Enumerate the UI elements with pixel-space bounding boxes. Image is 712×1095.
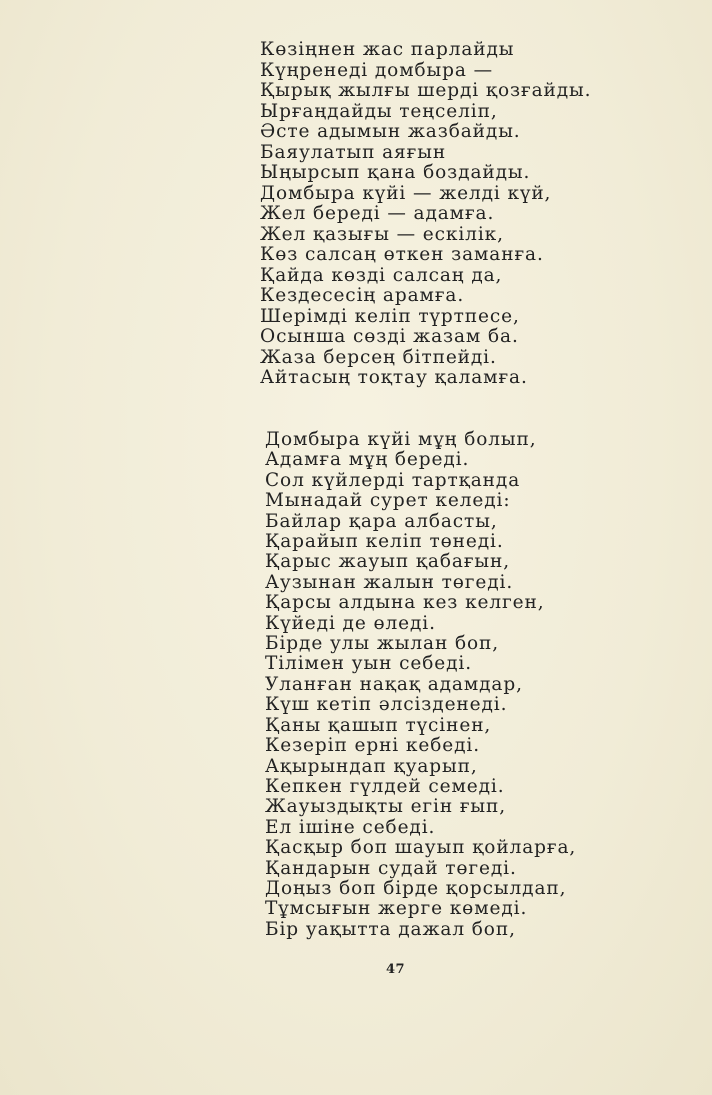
- poem-line: Домбыра күйі мұң болып,: [265, 429, 537, 450]
- poem-line: Қарайып келіп төнеді.: [265, 531, 504, 553]
- poem-line: Сол күйлерді тартқанда: [265, 469, 521, 491]
- poem-line: Ақырындап қуарып,: [265, 755, 478, 777]
- poem-line: Баяулатып аяғын: [260, 141, 447, 163]
- poem-line: Қарыс жауып қабағын,: [265, 551, 511, 573]
- stanza-2: [265, 430, 576, 940]
- poem-line: Қырық жылғы шерді қозғайды.: [260, 80, 592, 101]
- poem-line: Қандарын судай төгеді.: [265, 857, 517, 879]
- poem-line: Қарсы алдына кез келген,: [265, 592, 545, 614]
- poem-line: Күйеді де өледі.: [265, 612, 436, 634]
- poem-line: Жаза берсең бітпейді.: [260, 346, 497, 368]
- poem-line: Жауыздықты егін ғып,: [265, 796, 507, 818]
- poem-line: Күш кетіп әлсізденеді.: [265, 694, 508, 716]
- poem-line: Көзіңнен жас парлайды: [260, 39, 515, 60]
- poem-line: Көз салсаң өткен заманға.: [260, 244, 544, 265]
- poem-line: Кезеріп ерні кебеді.: [265, 735, 480, 757]
- poem-line: Аузынан жалын төгеді.: [265, 571, 514, 593]
- poem-line: Қайда көзді салсаң да,: [260, 264, 503, 286]
- poem-line: Айтасың тоқтау қаламға.: [260, 367, 528, 388]
- poem-line: Ел ішіне себеді.: [265, 816, 436, 838]
- poem-line: Адамға мұң береді.: [265, 449, 470, 471]
- poem-line: Тұмсығын жерге көмеді.: [265, 898, 528, 920]
- poem-line: Байлар қара албасты,: [265, 510, 498, 532]
- poem-line: Бір уақытта дажал боп,: [265, 918, 516, 940]
- poem-line: Уланған нақақ адамдар,: [265, 673, 523, 695]
- poem-line: Қасқыр боп шауып қойларға,: [265, 837, 577, 859]
- poem-line: Күңренеді домбыра —: [260, 59, 494, 81]
- poem-line: Шерімді келіп түртпесе,: [260, 305, 520, 327]
- page-number: 47: [386, 962, 406, 977]
- poem-line: Жел қазығы — ескілік,: [260, 223, 504, 245]
- stanza-1: [260, 40, 591, 389]
- poem-line: Домбыра күйі — желді күй,: [260, 182, 552, 204]
- poem-line: Кепкен гүлдей семеді.: [265, 775, 505, 797]
- poem-line: Мынадай сурет келеді:: [265, 490, 511, 512]
- poem-line: Тілімен уын себеді.: [265, 653, 472, 675]
- poem-line: Ыңырсып қана боздайды.: [260, 162, 531, 183]
- poem-line: Бірде улы жылан боп,: [265, 633, 500, 655]
- poem-line: Ырғаңдайды теңселіп,: [260, 100, 498, 122]
- poem-line: Әсте адымын жазбайды.: [260, 121, 521, 142]
- poem-line: Доңыз боп бірде қорсылдап,: [265, 877, 567, 899]
- poem-line: Кездесесің арамға.: [260, 285, 465, 306]
- poem-line: Жел береді — адамға.: [260, 203, 495, 224]
- poem-line: Осынша сөзді жазам ба.: [260, 326, 519, 347]
- poem-line: Қаны қашып түсінен,: [265, 714, 492, 736]
